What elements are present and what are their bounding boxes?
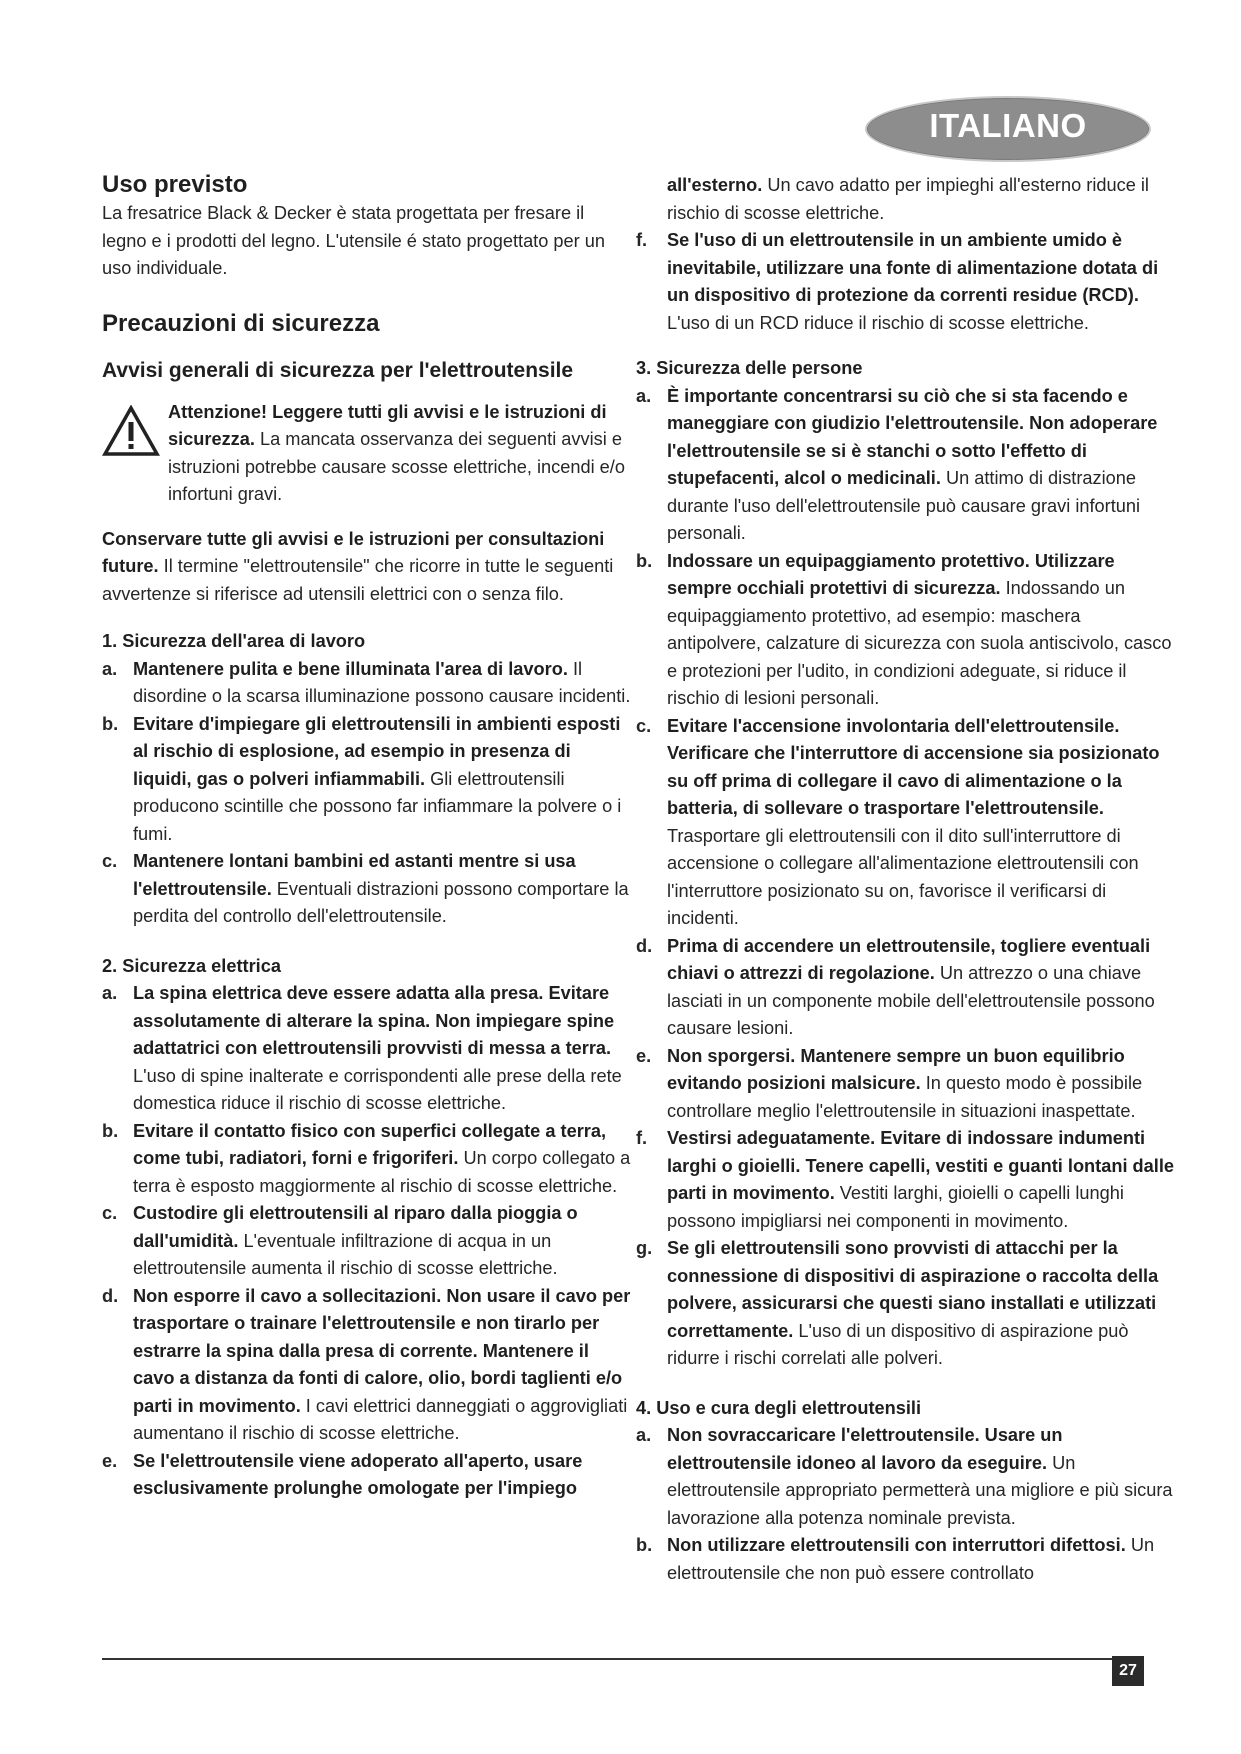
item-label: f. xyxy=(636,1128,648,1148)
keep-rest: Il termine "elettroutensile" che ricorre in tutte le seguenti avvertenze si riferisce ad utensili elettrici con o senza filo. xyxy=(102,556,614,604)
item-text: Un cavo adatto per impieghi all'esterno riduce il rischio di scosse elettriche. xyxy=(667,175,1149,223)
item-bold: Vestirsi adeguatamente. Evitare di indossare indumenti larghi o gioielli. Tenere capelli, vestiti e guanti lontani dalle parti in movimento. xyxy=(667,1128,1175,1203)
item-bold: Se l'uso di un elettroutensile in un ambiente umido è inevitabile, utilizzare una fonte di alimentazione dotata di un dispositivo di protezione da correnti residue (RCD). xyxy=(667,230,1159,305)
warning-text xyxy=(168,399,632,509)
item-text: Un elettroutensile che non può essere controllato xyxy=(667,1535,1155,1583)
section-2-item-a xyxy=(102,980,632,1118)
warning-triangle-icon xyxy=(102,405,160,457)
item-bold: Evitare il contatto fisico con superfici collegate a terra, come tubi, radiatori, forni e frigoriferi. xyxy=(133,1120,607,1168)
item-label: a. xyxy=(636,1425,652,1445)
section-2-item-f xyxy=(636,227,1176,337)
section-3-item-g xyxy=(636,1235,1176,1373)
item-text: Eventuali distrazioni possono comportare la perdita del controllo dell'elettroutensile. xyxy=(133,878,629,926)
item-bold: Non utilizzare elettroutensili con interruttori difettosi. xyxy=(667,1535,1126,1555)
section-2-item-e xyxy=(102,1448,632,1503)
keep-instructions xyxy=(102,526,632,609)
section-3-item-d xyxy=(636,933,1176,1043)
heading-precauzioni: Precauzioni di sicurezza xyxy=(102,309,380,337)
item-label: c. xyxy=(102,851,118,871)
section-4-item-b xyxy=(636,1532,1176,1587)
page-number: 27 xyxy=(1112,1656,1144,1686)
item-text: Un attimo di distrazione durante l'uso dell'elettroutensile può causare gravi infortuni personali. xyxy=(667,468,1141,543)
item-label: g. xyxy=(636,1238,653,1258)
item-bold: all'esterno. xyxy=(667,175,763,195)
item-text: L'uso di un dispositivo di aspirazione può ridurre i rischi correlati alle polveri. xyxy=(667,1320,1129,1368)
section-3-item-c xyxy=(636,713,1176,933)
item-label: b. xyxy=(636,1535,653,1555)
heading-uso-previsto: Uso previsto xyxy=(102,171,248,198)
item-text: Un corpo collegato a terra è esposto maggiormente al rischio di scosse elettriche. xyxy=(133,1148,631,1196)
section-3-item-e xyxy=(636,1043,1176,1126)
item-bold: Mantenere pulita e bene illuminata l'area di lavoro. xyxy=(133,658,568,679)
language-badge xyxy=(865,96,1151,162)
item-text: Il disordine o la scarsa illuminazione possono causare incidenti. xyxy=(133,658,631,706)
section-2-item-d xyxy=(102,1283,632,1448)
section-1-title: 1. Sicurezza dell'area di lavoro xyxy=(102,631,366,651)
section-2-item-c xyxy=(102,1200,632,1283)
section-2-item-e-continued xyxy=(636,172,1176,227)
warning-bold: Attenzione! Leggere tutti gli avvisi e le istruzioni di sicurezza. xyxy=(168,401,607,449)
left-column xyxy=(102,170,632,1503)
item-label: a. xyxy=(102,658,118,679)
item-bold: È importante concentrarsi su ciò che si sta facendo e maneggiare con giudizio l'elettroutensile. Non adoperare l'elettroutensile se si è stanchi o sotto l'effetto di stupefacenti, alcol o medicinali. xyxy=(667,385,1158,488)
item-bold: Custodire gli elettroutensili al riparo dalla pioggia o dall'umidità. xyxy=(133,1203,578,1251)
item-text: I cavi elettrici danneggiati o aggrovigliati aumentano il rischio di scosse elettriche. xyxy=(133,1395,628,1443)
item-text: Trasportare gli elettroutensili con il dito sull'interruttore di accensione o collegare all'alimentazione elettroutensili con l'interruttore posizionato su on, favorisce il verificarsi di incidenti. xyxy=(667,825,1139,928)
item-label: f. xyxy=(636,230,648,250)
item-bold: Non sovraccaricare l'elettroutensile. Usare un elettroutensile idoneo al lavoro da eseguire. xyxy=(667,1425,1063,1473)
item-bold: Non sporgersi. Mantenere sempre un buon equilibrio evitando posizioni malsicure. xyxy=(667,1045,1125,1093)
footer-rule xyxy=(102,1658,1142,1660)
item-text: In questo modo è possibile controllare meglio l'elettroutensile in situazioni inaspettate. xyxy=(667,1073,1143,1121)
item-text: Un attrezzo o una chiave lasciati in un componente mobile dell'elettroutensile possono causare lesioni. xyxy=(667,963,1155,1038)
heading-avvisi-generali: Avvisi generali di sicurezza per l'elettroutensile xyxy=(102,358,574,382)
section-2-item-b xyxy=(102,1118,632,1201)
item-bold: Prima di accendere un elettroutensile, togliere eventuali chiavi o attrezzi di regolazione. xyxy=(667,935,1151,983)
section-3-title: 3. Sicurezza delle persone xyxy=(636,358,863,378)
section-1-item-b xyxy=(102,711,632,849)
item-bold: Evitare l'accensione involontaria dell'elettroutensile. Verificare che l'interruttore di accensione sia posizionato su off prima di collegare il cavo di alimentazione o la batteria, di sollevare o trasportare l'elettroutensile. xyxy=(667,715,1160,818)
item-label: b. xyxy=(102,1120,119,1141)
item-text: Vestiti larghi, gioielli o capelli lunghi possono impigliarsi nei componenti in movimento. xyxy=(667,1183,1124,1231)
item-label: b. xyxy=(636,550,653,571)
section-4-item-a xyxy=(636,1422,1176,1532)
keep-bold: Conservare tutte gli avvisi e le istruzioni per consultazioni future. xyxy=(102,528,605,576)
section-2-title: 2. Sicurezza elettrica xyxy=(102,955,281,976)
section-3-item-b xyxy=(636,548,1176,713)
item-bold: Se l'elettroutensile viene adoperato all'aperto, usare esclusivamente prolunghe omologate per l'impiego xyxy=(133,1450,583,1498)
item-label: b. xyxy=(102,713,119,734)
uso-previsto-text: La fresatrice Black & Decker è stata progettata per fresare il legno e i prodotti del legno. L'utensile é stato progettato per un uso individuale. xyxy=(102,203,605,278)
item-text: Un elettroutensile appropriato permetterà una migliore e più sicura lavorazione alla potenza nominale prevista. xyxy=(667,1452,1173,1528)
item-label: a. xyxy=(636,385,652,406)
item-label: d. xyxy=(636,935,653,956)
right-column xyxy=(636,172,1176,1587)
item-label: d. xyxy=(102,1285,119,1306)
item-bold: Evitare d'impiegare gli elettroutensili in ambienti esposti al rischio di esplosione, ad esempio in presenza di liquidi, gas o polveri infiammabili. xyxy=(133,713,621,789)
item-bold: Indossare un equipaggiamento protettivo. Utilizzare sempre occhiali protettivi di sicurezza. xyxy=(667,550,1115,598)
item-text: L'uso di un RCD riduce il rischio di scosse elettriche. xyxy=(667,312,1089,333)
item-text: Gli elettroutensili producono scintille che possono far infiammare la polvere o i fumi. xyxy=(133,768,622,844)
section-1-item-a xyxy=(102,656,632,711)
item-label: c. xyxy=(102,1203,118,1223)
warning-rest: La mancata osservanza dei seguenti avvisi e istruzioni potrebbe causare scosse elettriche, incendi e/o infortuni gravi. xyxy=(168,429,625,504)
warning-block xyxy=(102,399,632,509)
item-label: e. xyxy=(636,1045,652,1066)
item-bold: Mantenere lontani bambini ed astanti mentre si usa l'elettroutensile. xyxy=(133,851,576,899)
section-1-item-c xyxy=(102,848,632,931)
item-text: L'uso di spine inalterate e corrispondenti alle prese della rete domestica riduce il rischio di scosse elettriche. xyxy=(133,1065,622,1113)
item-bold: Se gli elettroutensili sono provvisti di attacchi per la connessione di dispositivi di aspirazione o raccolta della polvere, assicurarsi che questi siano installati e utilizzati correttamente. xyxy=(667,1238,1159,1341)
section-4-title: 4. Uso e cura degli elettroutensili xyxy=(636,1397,922,1418)
item-bold: Non esporre il cavo a sollecitazioni. Non usare il cavo per trasportare o trainare l'elettroutensile e non tirarlo per estrarre la spina dalla presa di corrente. Mantenere il cavo a distanza da fonti di calore, olio, bordi taglienti e/o parti in movimento. xyxy=(133,1285,631,1416)
item-label: e. xyxy=(102,1450,118,1471)
item-label: a. xyxy=(102,983,118,1003)
section-3-item-a xyxy=(636,383,1176,548)
item-text: Indossando un equipaggiamento protettivo, ad esempio: maschera antipolvere, calzature di sicurezza con suola antiscivolo, casco e protezioni per l'udito, in condizioni adeguate, si riduce il rischio di lesioni personali. xyxy=(667,578,1172,708)
item-text: L'eventuale infiltrazione di acqua in un elettroutensile aumenta il rischio di scosse elettriche. xyxy=(133,1230,558,1278)
section-3-item-f xyxy=(636,1125,1176,1235)
item-bold: La spina elettrica deve essere adatta alla presa. Evitare assolutamente di alterare la spina. Non impiegare spine adattatrici con elettroutensili provvisti di messa a terra. xyxy=(133,983,615,1058)
item-label: c. xyxy=(636,715,652,736)
language-badge-label: ITALIANO xyxy=(929,107,1087,144)
